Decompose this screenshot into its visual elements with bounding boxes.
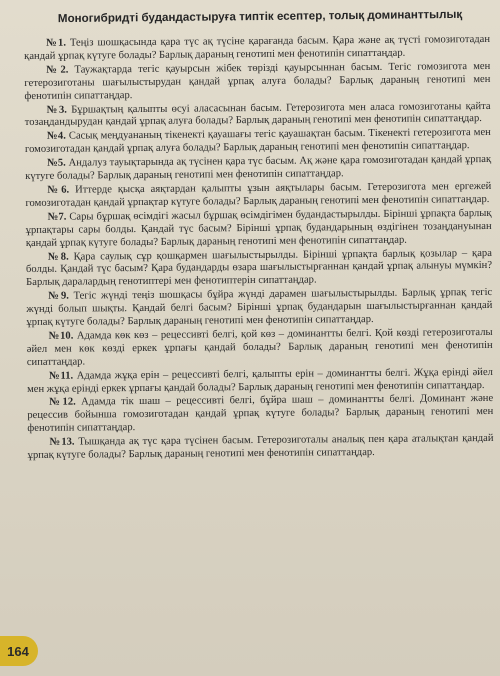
problem-6 bbox=[25, 181, 491, 211]
problem-text: Адамда көк көз – рецессивті белгі, қой көз – доминантты белгі. Қой көзді гетерозиготалы әйел мен көк көзді еркек ұрпағы қандай болады? Барлық дараның генотипі мен фенотипін сипаттаңдар. bbox=[26, 326, 493, 368]
problem-11 bbox=[27, 367, 493, 397]
problem-number: №6. bbox=[47, 184, 70, 196]
problem-2 bbox=[24, 61, 490, 104]
problem-text: Таужақтарда тегіс қауырсын жібек төрізді қауырсыннан басым. Тегіс гомозигота мен гетерозиготаны шағылыстырудан қандай ұрпақ алуға болады? Барлық дараның генотипі мен фенотипін сипаттаңдар. bbox=[24, 60, 491, 102]
page-number-badge: 164 bbox=[0, 636, 38, 666]
problem-number: №2. bbox=[46, 64, 69, 76]
problem-number: №7. bbox=[47, 211, 67, 223]
page-title: Моногибридті будандастыруға типтік есептер, толық доминанттылық bbox=[57, 7, 463, 26]
problem-text: Бұршақтың қалыпты өсуі аласасынан басым. Гетерозигота мен аласа гомозиготаны қайта тозаңдандырудан қандай ұрпақ алуға болады? Барлық дараның генотипі мен фенотипін сипаттаңдар. bbox=[24, 100, 491, 129]
problem-5 bbox=[25, 154, 491, 184]
problem-text: Тышқанда ақ түс қара түсінен басым. Гетерозиготалы аналық пен қара аталықтан қандай ұрпақ күтуге болады? Барлық дараның генотипі мен фенотипін сипаттаңдар. bbox=[27, 433, 494, 462]
problem-text: Адамда тік шаш – рецессивті белгі, бұйра шаш – доминантты белгі. Доминант және рецессив бойынша гомозиготадан қандай ұрпақ күтуге болады? Барлық дараның генотипі мен фенотипін сипаттаңдар. bbox=[27, 393, 494, 435]
problem-number: №9. bbox=[48, 290, 69, 303]
problem-12 bbox=[27, 393, 493, 436]
problem-number: №4. bbox=[46, 130, 66, 143]
problem-number: №13. bbox=[49, 436, 75, 448]
problem-text: Сары бұршақ өсімдігі жасыл бұршақ өсімдігімен будандастырылды. Бірінші ұрпақта барлық ұрпақтары сары болды. Қандай түс басым? Бірінші ұрпақ будандарының өздігінен тозаңдануынан қандай ұрпақ күтуге болады? Барлық дараның генотипі мен фенотипін сипаттаңдар. bbox=[25, 207, 492, 249]
problem-number: №12. bbox=[49, 397, 76, 409]
problem-number: №10. bbox=[48, 330, 74, 342]
problem-number: №11. bbox=[48, 370, 74, 382]
problem-text: Теңіз шошқасында қара түс ақ түсіне қарағанда басым. Қара және ақ түсті гомозиготадан қандай ұрпақ күтуге болады? Барлық дараның генотипі мен фенотипін сипаттаңдар. bbox=[24, 33, 491, 62]
problem-text: Иттерде қысқа аяқтардан қалыпты ұзын аяқтылары басым. Гетерозигота мен ергежей гомозиготадан қандай ұрпақтар күтуге болады? Барлық дараның генотипі мен фенотипін сипаттаңдар. bbox=[25, 180, 492, 209]
problem-8 bbox=[26, 247, 492, 290]
problem-number: №3. bbox=[46, 104, 67, 116]
problem-3 bbox=[25, 100, 491, 130]
problem-text: Қара саулық сұр қошқармен шағылыстырылды. Бірінші ұрпақта барлық қозылар – қара болды. Қандай түс басым? Қара будандарды өзара шағылыстырғаннан қандай ұрпақ алынуы мүмкін? Барлық даралардың генотиптері мен фенотиптерін сипаттаңдар. bbox=[25, 247, 493, 289]
problem-text: Тегіс жүнді теңіз шошқасы бұйра жүнді дарамен шағылыстырылды. Барлық ұрпақ тегіс жүнді болып шықты. Қандай белгі басым? Бірінші ұрпақ будандарын шағылыстырғаннан қандай ұрпақ күтуге болады? Барлық дараның генотипі мен фенотипін сипаттаңдар. bbox=[26, 287, 493, 329]
problem-1 bbox=[24, 34, 490, 64]
problem-text: Сасық меңдуананың тікенекті қауашағы тегіс қауашақтан басым. Тікенекті гетерозигота мен гомозиготадан қандай ұрпақ алуға болады? Барлық дараның генотипі мен фенотипін сипаттаңдар. bbox=[24, 127, 491, 156]
problem-number: №1. bbox=[45, 37, 67, 49]
problem-list bbox=[24, 34, 494, 464]
problem-13 bbox=[27, 433, 493, 463]
problem-number: №5. bbox=[47, 157, 66, 169]
problem-9 bbox=[26, 287, 492, 330]
problem-4 bbox=[25, 127, 491, 157]
problem-text: Адамда жұқа ерін – рецессивті белгі, қалыпты ерін – доминантты белгі. Жұқа ерінді әйел мен жұқа ерінді еркек ұрпағы қандай болады? Барлық дараның генотипі мен фенотипін сипаттаңдар. bbox=[27, 366, 493, 395]
problem-number: №8. bbox=[47, 251, 69, 263]
problem-7 bbox=[26, 208, 492, 251]
problem-text: Андалуз тауықтарында ақ түсінен қара түс басым. Ақ және қара гомозиготадан қандай ұрпақ күтуге болады? Барлық дараның генотипі мен фенотипін сипаттаңдар. bbox=[25, 154, 492, 183]
problem-10 bbox=[27, 327, 493, 370]
